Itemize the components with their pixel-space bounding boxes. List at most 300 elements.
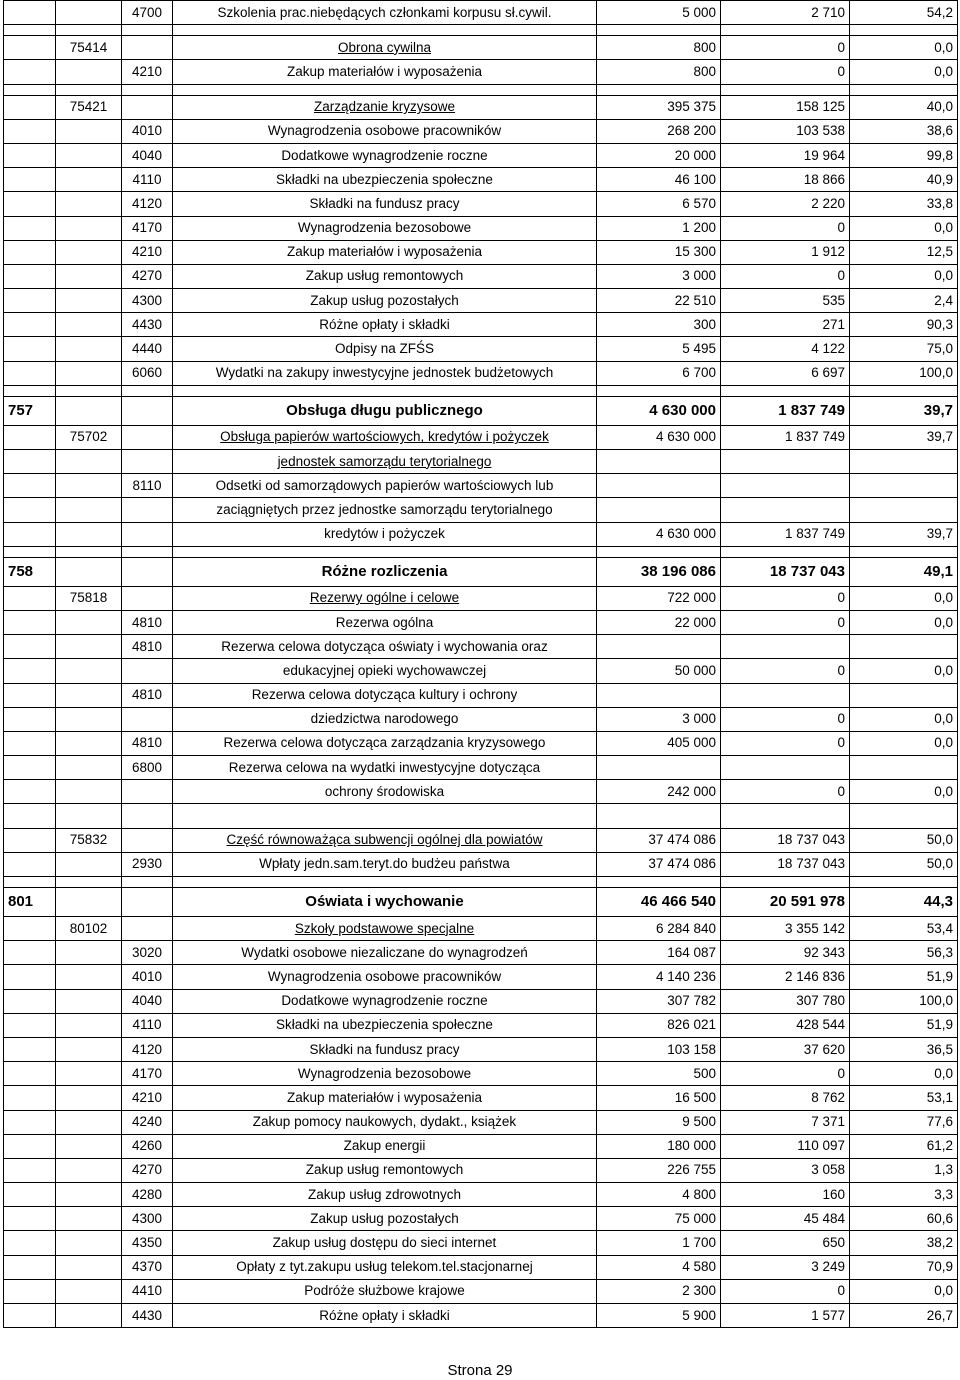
wykonanie-cell: 6 697 [721,361,850,385]
plan-cell: 50 000 [597,659,721,683]
percent-cell: 0,0 [850,610,958,634]
dzial-cell [4,1207,56,1231]
wykonanie-cell: 0 [721,1279,850,1303]
percent-cell: 51,9 [850,1013,958,1037]
paragraf-row [4,1134,958,1158]
rozdzial-cell [56,474,122,498]
percent-cell [850,756,958,780]
paragraf-row [4,474,958,498]
paragraf-row [4,1255,958,1279]
paragraf-cell [122,888,173,917]
dzial-cell [4,192,56,216]
empty-cell [597,804,721,828]
dzial-cell [4,756,56,780]
percent-cell: 3,3 [850,1183,958,1207]
paragraf-cell [122,659,173,683]
paragraf-cell: 6800 [122,756,173,780]
rozdzial-cell [56,1207,122,1231]
percent-cell: 12,5 [850,240,958,264]
percent-cell: 100,0 [850,361,958,385]
percent-cell [850,450,958,474]
spacer-row [4,546,958,557]
empty-cell [597,877,721,888]
percent-cell [850,474,958,498]
percent-cell [850,683,958,707]
description-cell: Wynagrodzenia bezosobowe [173,1062,597,1086]
paragraf-cell: 4370 [122,1255,173,1279]
paragraf-cell [122,396,173,425]
rozdzial-cell [56,1304,122,1328]
empty-cell [4,804,56,828]
dzial-cell [4,1231,56,1255]
paragraf-cell [122,707,173,731]
dzial-cell [4,216,56,240]
wykonanie-cell: 19 964 [721,143,850,167]
empty-cell [850,385,958,396]
dzial-cell: 757 [4,396,56,425]
rozdzial-title: Obrona cywilna [337,39,432,55]
description-cell: Dodatkowe wynagrodzenie roczne [173,989,597,1013]
wykonanie-cell: 45 484 [721,1207,850,1231]
rozdzial-row [4,425,958,449]
paragraf-row [4,989,958,1013]
description-cell: Zakup usług remontowych [173,1158,597,1182]
paragraf-cell [122,498,173,522]
plan-cell: 4 630 000 [597,522,721,546]
rozdzial-cell [56,731,122,755]
rozdzial-cell [56,1,122,25]
dzial-cell [4,522,56,546]
description-cell: Wydatki na zakupy inwestycyjne jednostek budżetowych [173,361,597,385]
percent-cell: 38,2 [850,1231,958,1255]
dzial-cell [4,1134,56,1158]
percent-cell: 53,1 [850,1086,958,1110]
paragraf-row [4,756,958,780]
paragraf-row [4,965,958,989]
paragraf-cell: 4440 [122,337,173,361]
empty-cell [850,877,958,888]
rozdzial-cell [56,1231,122,1255]
paragraf-cell [122,917,173,941]
plan-cell: 22 510 [597,289,721,313]
wykonanie-cell: 103 538 [721,119,850,143]
percent-cell: 75,0 [850,337,958,361]
plan-cell: 46 466 540 [597,888,721,917]
dzial-cell [4,780,56,804]
plan-cell: 300 [597,313,721,337]
percent-cell [850,635,958,659]
description-cell: Rezerwa celowa dotycząca zarządzania kryzysowego [173,731,597,755]
paragraf-cell [122,828,173,852]
wykonanie-cell: 0 [721,36,850,60]
percent-cell: 44,3 [850,888,958,917]
wykonanie-cell: 2 220 [721,192,850,216]
dzial-cell [4,1062,56,1086]
spacer-row [4,385,958,396]
paragraf-row [4,216,958,240]
rozdzial-cell [56,192,122,216]
wykonanie-cell: 0 [721,610,850,634]
wykonanie-cell [721,635,850,659]
percent-cell: 38,6 [850,119,958,143]
wykonanie-cell: 18 866 [721,168,850,192]
dzial-cell [4,1,56,25]
description-cell: Podróże służbowe krajowe [173,1279,597,1303]
plan-cell: 4 580 [597,1255,721,1279]
wykonanie-cell: 271 [721,313,850,337]
description-cell: Rezerwa celowa dotycząca kultury i ochrony [173,683,597,707]
plan-cell [597,450,721,474]
plan-cell: 4 630 000 [597,396,721,425]
description-cell: Zakup usług pozostałych [173,289,597,313]
dzial-cell [4,95,56,119]
rozdzial-cell [56,1255,122,1279]
rozdzial-cell: 80102 [56,917,122,941]
percent-cell: 33,8 [850,192,958,216]
plan-cell: 20 000 [597,143,721,167]
dzial-cell [4,313,56,337]
paragraf-row [4,119,958,143]
plan-cell: 1 200 [597,216,721,240]
paragraf-row [4,780,958,804]
rozdzial-cell [56,780,122,804]
description-cell: Opłaty z tyt.zakupu usług telekom.tel.stacjonarnej [173,1255,597,1279]
dzial-cell [4,119,56,143]
paragraf-cell: 4430 [122,1304,173,1328]
rozdzial-cell [56,1062,122,1086]
wykonanie-cell: 0 [721,1062,850,1086]
paragraf-row [4,1158,958,1182]
percent-cell: 0,0 [850,1062,958,1086]
paragraf-row [4,1013,958,1037]
plan-cell: 37 474 086 [597,852,721,876]
empty-cell [173,84,597,95]
dzial-cell [4,828,56,852]
paragraf-cell [122,95,173,119]
percent-cell: 40,0 [850,95,958,119]
description-cell: Zakup usług dostępu do sieci internet [173,1231,597,1255]
description-cell: kredytów i pożyczek [173,522,597,546]
rozdzial-cell [56,888,122,917]
empty-cell [850,84,958,95]
dzial-cell [4,1279,56,1303]
plan-cell: 15 300 [597,240,721,264]
plan-cell: 180 000 [597,1134,721,1158]
description-cell: Zakup pomocy naukowych, dydakt., książek [173,1110,597,1134]
plan-cell: 307 782 [597,989,721,1013]
plan-cell: 500 [597,1062,721,1086]
plan-cell: 22 000 [597,610,721,634]
dzial-cell [4,1086,56,1110]
description-cell: dziedzictwa narodowego [173,707,597,731]
empty-cell [721,385,850,396]
plan-cell: 3 000 [597,707,721,731]
wykonanie-cell: 0 [721,216,850,240]
empty-cell [56,84,122,95]
wykonanie-cell: 428 544 [721,1013,850,1037]
paragraf-row [4,1207,958,1231]
rozdzial-cell [56,610,122,634]
rozdzial-row [4,36,958,60]
empty-cell [721,546,850,557]
plan-cell: 268 200 [597,119,721,143]
description-cell [173,586,597,610]
dzial-cell [4,264,56,288]
dzial-row [4,396,958,425]
percent-cell: 0,0 [850,216,958,240]
wykonanie-cell: 4 122 [721,337,850,361]
percent-cell: 39,7 [850,396,958,425]
paragraf-cell: 4270 [122,264,173,288]
paragraf-cell: 4810 [122,610,173,634]
paragraf-cell: 4270 [122,1158,173,1182]
description-cell: Zakup materiałów i wyposażenia [173,60,597,84]
plan-cell: 3 000 [597,264,721,288]
wykonanie-cell: 1 837 749 [721,425,850,449]
percent-cell: 26,7 [850,1304,958,1328]
dzial-cell [4,1013,56,1037]
paragraf-row [4,1062,958,1086]
empty-cell [122,25,173,36]
description-cell: Obsługa długu publicznego [173,396,597,425]
description-cell: Oświata i wychowanie [173,888,597,917]
paragraf-row [4,60,958,84]
wykonanie-cell: 3 249 [721,1255,850,1279]
wykonanie-cell: 535 [721,289,850,313]
plan-cell: 6 284 840 [597,917,721,941]
description-cell [173,36,597,60]
paragraf-row [4,1110,958,1134]
dzial-cell [4,586,56,610]
dzial-cell [4,1304,56,1328]
description-cell: Różne opłaty i składki [173,1304,597,1328]
empty-cell [173,25,597,36]
rozdzial-cell [56,707,122,731]
paragraf-row [4,610,958,634]
paragraf-row [4,731,958,755]
wykonanie-cell: 158 125 [721,95,850,119]
plan-cell: 75 000 [597,1207,721,1231]
percent-cell: 51,9 [850,965,958,989]
paragraf-row [4,289,958,313]
description-cell: edukacyjnej opieki wychowawczej [173,659,597,683]
rozdzial-cell [56,1183,122,1207]
paragraf-row [4,707,958,731]
percent-cell: 50,0 [850,828,958,852]
empty-cell [56,25,122,36]
paragraf-cell: 8110 [122,474,173,498]
dzial-cell [4,337,56,361]
plan-cell: 5 000 [597,1,721,25]
dzial-cell [4,425,56,449]
paragraf-cell: 4300 [122,289,173,313]
percent-cell: 39,7 [850,425,958,449]
blank-row [4,804,958,828]
plan-cell [597,498,721,522]
description-cell: Odsetki od samorządowych papierów wartościowych lub [173,474,597,498]
rozdzial-title: jednostek samorządu terytorialnego [277,453,492,469]
rozdzial-cell [56,683,122,707]
percent-cell: 36,5 [850,1037,958,1061]
percent-cell: 0,0 [850,264,958,288]
paragraf-row [4,1279,958,1303]
paragraf-row [4,522,958,546]
rozdzial-title: Obsługa papierów wartościowych, kredytów i pożyczek [220,429,549,445]
paragraf-cell: 4700 [122,1,173,25]
wykonanie-cell: 0 [721,659,850,683]
wykonanie-cell: 0 [721,264,850,288]
paragraf-cell: 4110 [122,1013,173,1037]
empty-cell [122,804,173,828]
plan-cell: 2 300 [597,1279,721,1303]
spacer-row [4,877,958,888]
paragraf-cell [122,522,173,546]
wykonanie-cell: 0 [721,586,850,610]
plan-cell: 38 196 086 [597,557,721,586]
dzial-cell: 758 [4,557,56,586]
description-cell: Wynagrodzenia osobowe pracowników [173,965,597,989]
paragraf-cell [122,780,173,804]
paragraf-cell: 6060 [122,361,173,385]
page-number: Strona 29 [447,1362,513,1379]
percent-cell: 0,0 [850,60,958,84]
paragraf-row [4,168,958,192]
plan-cell: 46 100 [597,168,721,192]
empty-cell [56,546,122,557]
paragraf-row [4,635,958,659]
dzial-cell: 801 [4,888,56,917]
rozdzial-cell: 75818 [56,586,122,610]
description-cell: Wynagrodzenia bezosobowe [173,216,597,240]
dzial-cell [4,36,56,60]
percent-cell: 90,3 [850,313,958,337]
plan-cell: 242 000 [597,780,721,804]
dzial-cell [4,1255,56,1279]
dzial-cell [4,498,56,522]
paragraf-cell: 4120 [122,192,173,216]
description-cell: Odpisy na ZFŚS [173,337,597,361]
description-cell: Zakup usług remontowych [173,264,597,288]
empty-cell [173,877,597,888]
wykonanie-cell: 650 [721,1231,850,1255]
rozdzial-cell [56,119,122,143]
rozdzial-cell [56,659,122,683]
description-cell [173,95,597,119]
wykonanie-cell: 20 591 978 [721,888,850,917]
dzial-cell [4,707,56,731]
rozdzial-cell [56,1037,122,1061]
paragraf-row [4,361,958,385]
rozdzial-row [4,828,958,852]
percent-cell: 61,2 [850,1134,958,1158]
dzial-cell [4,635,56,659]
paragraf-cell [122,36,173,60]
rozdzial-cell [56,557,122,586]
description-cell: Zakup usług zdrowotnych [173,1183,597,1207]
percent-cell: 40,9 [850,168,958,192]
dzial-cell [4,989,56,1013]
empty-cell [56,877,122,888]
percent-cell: 0,0 [850,780,958,804]
wykonanie-cell: 18 737 043 [721,852,850,876]
percent-cell: 56,3 [850,941,958,965]
plan-cell: 164 087 [597,941,721,965]
description-cell [173,450,597,474]
paragraf-cell: 3020 [122,941,173,965]
paragraf-row [4,941,958,965]
plan-cell: 5 900 [597,1304,721,1328]
rozdzial-cell [56,361,122,385]
wykonanie-cell [721,474,850,498]
empty-cell [597,385,721,396]
rozdzial-cell [56,216,122,240]
wykonanie-cell: 110 097 [721,1134,850,1158]
paragraf-cell: 4170 [122,216,173,240]
empty-cell [56,385,122,396]
description-cell: Składki na ubezpieczenia społeczne [173,1013,597,1037]
dzial-cell [4,1183,56,1207]
plan-cell: 826 021 [597,1013,721,1037]
percent-cell: 1,3 [850,1158,958,1182]
description-cell [173,917,597,941]
dzial-cell [4,1158,56,1182]
wykonanie-cell: 307 780 [721,989,850,1013]
wykonanie-cell [721,450,850,474]
rozdzial-cell [56,264,122,288]
rozdzial-cell: 75832 [56,828,122,852]
plan-cell: 103 158 [597,1037,721,1061]
rozdzial-cell [56,1086,122,1110]
budget-table [3,0,958,1328]
paragraf-row [4,1304,958,1328]
empty-cell [56,804,122,828]
percent-cell: 70,9 [850,1255,958,1279]
paragraf-cell: 4010 [122,965,173,989]
description-cell: Zakup materiałów i wyposażenia [173,240,597,264]
wykonanie-cell [721,756,850,780]
wykonanie-cell [721,498,850,522]
paragraf-row [4,659,958,683]
paragraf-cell: 4810 [122,635,173,659]
description-cell [173,828,597,852]
percent-cell: 0,0 [850,731,958,755]
paragraf-row [4,1037,958,1061]
dzial-cell [4,610,56,634]
paragraf-row [4,143,958,167]
rozdzial-cell [56,498,122,522]
rozdzial-cell [56,635,122,659]
paragraf-cell: 2930 [122,852,173,876]
rozdzial-row [4,450,958,474]
paragraf-row [4,337,958,361]
wykonanie-cell: 0 [721,731,850,755]
wykonanie-cell: 37 620 [721,1037,850,1061]
plan-cell [597,756,721,780]
wykonanie-cell: 18 737 043 [721,557,850,586]
dzial-row [4,888,958,917]
rozdzial-row [4,586,958,610]
plan-cell: 4 630 000 [597,425,721,449]
rozdzial-cell: 75421 [56,95,122,119]
dzial-cell [4,289,56,313]
percent-cell: 99,8 [850,143,958,167]
wykonanie-cell: 0 [721,780,850,804]
rozdzial-cell [56,289,122,313]
paragraf-row [4,498,958,522]
wykonanie-cell: 0 [721,60,850,84]
rozdzial-cell [56,168,122,192]
paragraf-row [4,192,958,216]
